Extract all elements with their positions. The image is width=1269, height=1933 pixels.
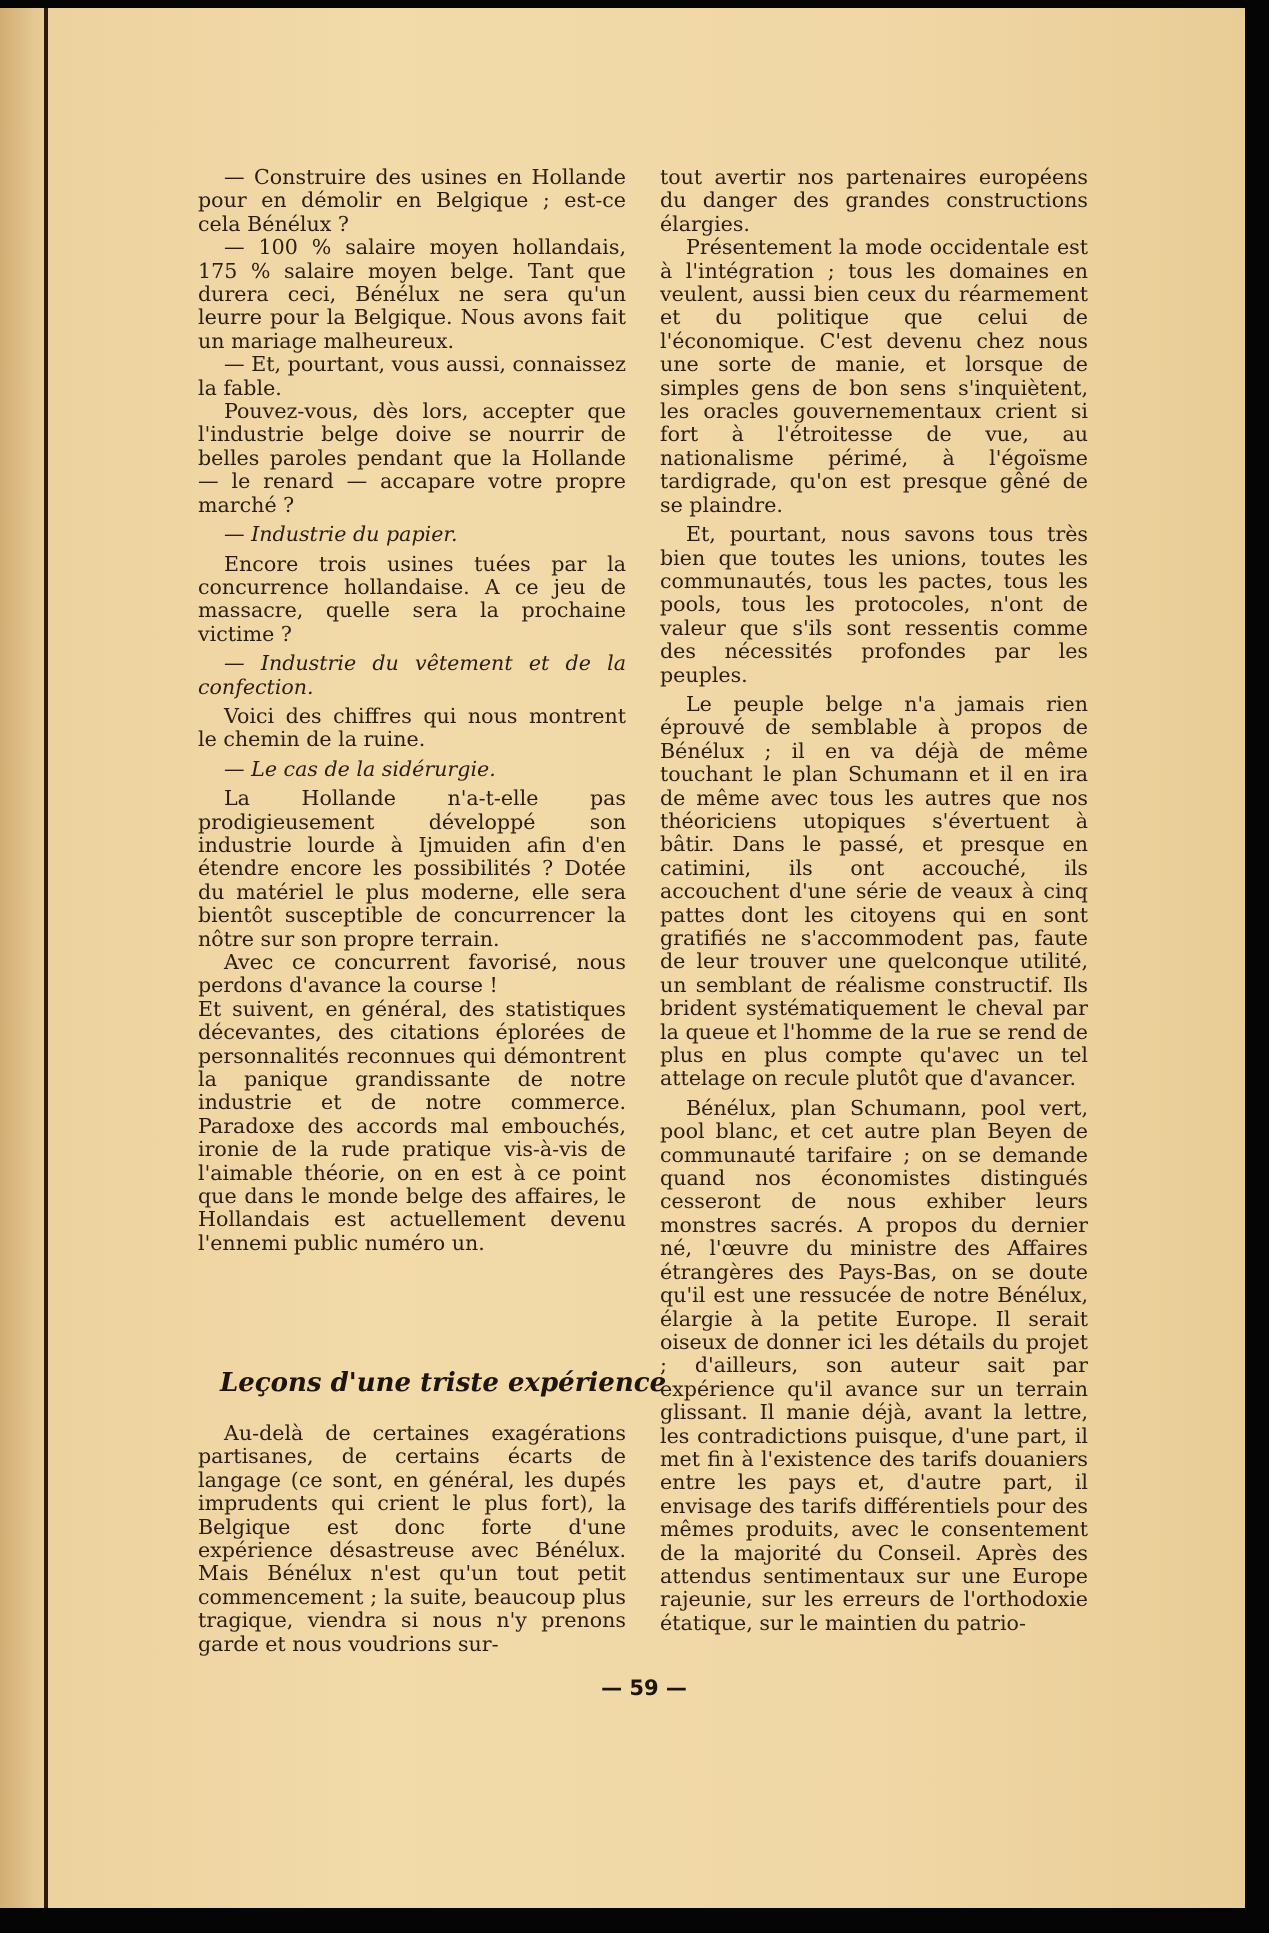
paragraph: La Hollande n'a-t-elle pas prodigieusement développé son industrie lourde à Ijmuiden afin d'en étendre encore les possibilités ? Dotée du matériel le plus moderne, elle sera bientôt susceptible de concurrencer la nôtre sur son propre terrain.	[198, 786, 626, 951]
paragraph: Pouvez-vous, dès lors, accepter que l'industrie belge doive se nourrir de belles paroles pendant que la Hollande — le renard — accapare votre propre marché ?	[198, 399, 626, 517]
italic-subheading: — Industrie du papier.	[224, 522, 458, 547]
paragraph: Le peuple belge n'a jamais rien éprouvé de semblable à propos de Bénélux ; il en va déjà de même touchant le plan Schumann et il en ira de même avec tous les autres que nos théoriciens utopiques s'évertuent à bâtir. Dans le passé, et presque en catimini, ils ont accouché, ils accouchent d'une série de veaux à cinq pattes dont les citoyens qui en sont gratifiés ne s'accommodent pas, faute de leur trouver une quelconque utilité, un semblant de réalisme constructif. Ils brident systématiquement le cheval par la queue et l'homme de la rue se rend de plus en plus compte qu'avec un tel attelage on recule plutôt que d'avancer.	[660, 691, 1088, 1091]
paragraph: Encore trois usines tuées par la concurrence hollandaise. A ce jeu de massacre, quelle sera la prochaine victime ?	[198, 551, 626, 646]
paragraph: — 100 % salaire moyen hollandais, 175 % salaire moyen belge. Tant que durera ceci, Bénélux ne sera qu'un leurre pour la Belgique. Nous avons fait un mariage malheureux.	[198, 235, 626, 353]
book-spine-shadow	[44, 8, 48, 1908]
section-heading: Leçons d'une triste expérience	[220, 1368, 667, 1398]
italic-subheading: — Le cas de la sidérurgie.	[224, 756, 496, 781]
paragraph: tout avertir nos partenaires européens du danger des grandes constructions élargies.	[660, 165, 1088, 236]
paragraph: Présentement la mode occidentale est à l'intégration ; tous les domaines en veulent, aussi bien ceux du réarmement et du politique que celui de l'économique. C'est devenu chez nous une sorte de manie, et lorsque de simples gens de bon sens s'inquiètent, les oracles gouvernementaux crient si fort à l'étroitesse de vue, au nationalisme périmé, à l'égoïsme tardigrade, qu'on est presque gêné de se plaindre.	[660, 235, 1088, 517]
left-column	[198, 166, 626, 1255]
left-column-continued	[198, 1422, 626, 1656]
right-column	[660, 166, 1088, 1635]
paragraph: Bénélux, plan Schumann, pool vert, pool blanc, et cet autre plan Beyen de communauté tarifaire ; on se demande quand nos économistes distingués cesseront de nous exhiber leurs monstres sacrés. A propos du dernier né, l'œuvre du ministre des Affaires étrangères des Pays-Bas, on se doute qu'il est une ressucée de notre Bénélux, élargie à la petite Europe. Il serait oiseux de donner ici les détails du projet ; d'ailleurs, son auteur sait par expérience qu'il avance sur un terrain glissant. Il manie déjà, avant la lettre, les contradictions puisque, d'une part, il met fin à l'existence des tarifs douaniers entre les pays et, d'autre part, il envisage des tarifs différentiels pour des mêmes produits, avec le consentement de la majorité du Conseil. Après des attendus sentimentaux sur une Europe rajeunie, sur les erreurs de l'orthodoxie étatique, sur le maintien du patrio-	[660, 1095, 1088, 1635]
paragraph: Au-delà de certaines exagérations partisanes, de certains écarts de langage (ce sont, en général, les dupés imprudents qui crient le plus fort), la Belgique est donc forte d'une expérience désastreuse avec Bénélux. Mais Bénélux n'est qu'un tout petit commencement ; la suite, beaucoup plus tragique, viendra si nous n'y prenons garde et nous voudrions sur-	[198, 1421, 626, 1656]
paragraph: — Construire des usines en Hollande pour en démolir en Belgique ; est-ce cela Bénélux ?	[198, 165, 626, 236]
page-number: — 59 —	[601, 1676, 687, 1700]
paragraph: Et suivent, en général, des statistiques décevantes, des citations éplorées de personnalités reconnues qui démontrent la panique grandissante de notre industrie et de notre commerce. Paradoxe des accords mal embouchés, ironie de la rude pratique vis-à-vis de l'aimable théorie, on en est à ce point que dans le monde belge des affaires, le Hollandais est actuellement devenu l'ennemi public numéro un.	[198, 996, 626, 1255]
paragraph: Et, pourtant, nous savons tous très bien que toutes les unions, toutes les communautés, tous les pactes, tous les pools, tous les protocoles, n'ont de valeur que s'ils sont ressentis comme des nécessités profondes par les peuples.	[660, 522, 1088, 687]
paragraph: Voici des chiffres qui nous montrent le chemin de la ruine.	[198, 703, 626, 752]
paragraph: Avec ce concurrent favorisé, nous perdons d'avance la course !	[198, 950, 626, 998]
italic-subheading: — Industrie du vêtement et de la confection.	[198, 651, 626, 699]
paragraph: — Et, pourtant, vous aussi, connaissez la fable.	[198, 352, 626, 400]
